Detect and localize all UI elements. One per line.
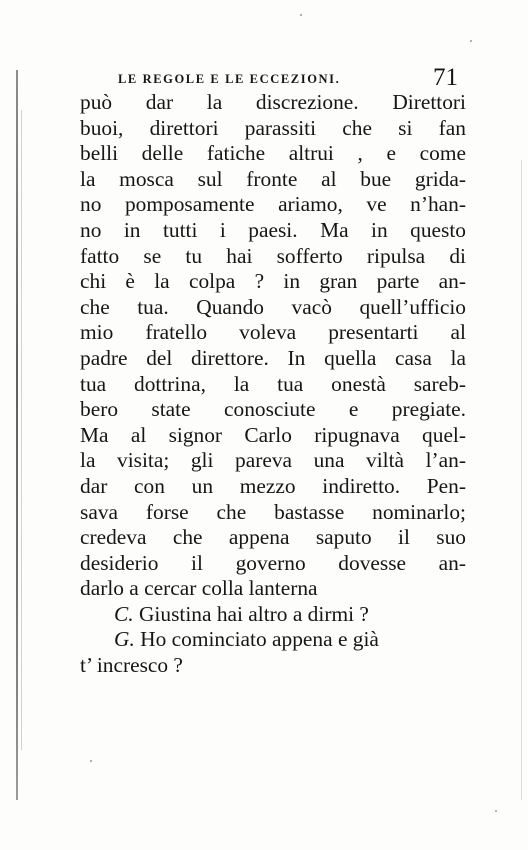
speaker-label: G. (114, 627, 135, 652)
paper-speck (470, 40, 472, 42)
text-line: fatto se tu hai sofferto ripulsa di (80, 243, 466, 268)
text-line: Ma al signor Carlo ripugnava quel- (80, 422, 466, 447)
paper-speck (90, 760, 92, 762)
running-head: LE REGOLE E LE ECCEZIONI. (118, 72, 341, 86)
binding-shadow-inner (21, 110, 22, 750)
page-header (112, 64, 462, 92)
text-line: desiderio il governo dovesse an- (80, 550, 466, 575)
text-line: dar con un mezzo indiretto. Pen- (80, 473, 466, 498)
text-line: padre del direttore. In quella casa la (80, 345, 466, 370)
text-line: buoi, direttori parassiti che si fan (80, 115, 466, 140)
page-number: 71 (433, 64, 458, 91)
text-line: no in tutti i paesi. Ma in questo (80, 217, 466, 242)
speaker-label: C. (114, 601, 134, 626)
dialogue-text: Ho cominciato appena e già (140, 627, 379, 652)
text-line: mio fratello voleva presentarti al (80, 320, 466, 345)
text-line: darlo a cercar colla lanterna (80, 576, 318, 601)
text-line: la mosca sul fronte al bue grida- (80, 166, 466, 191)
text-line: belli delle fatiche altrui , e come (80, 141, 466, 166)
text-line: bero state conosciute e pregiate. (80, 397, 466, 422)
text-line: che tua. Quando vacò quell’ufficio (80, 294, 466, 319)
paper-speck (300, 14, 302, 16)
binding-shadow (16, 70, 18, 800)
text-line: credeva che appena saputo il suo (80, 525, 466, 550)
dialogue-text: Giustina hai altro a dirmi ? (138, 601, 369, 626)
text-line: no pomposamente ariamo, ve n’han- (80, 192, 466, 217)
dialogue-line (80, 627, 466, 653)
text-line: può dar la discrezione. Direttori (80, 90, 466, 114)
text-line: tua dottrina, la tua onestà sareb- (80, 371, 466, 396)
page-edge (521, 160, 522, 800)
dialogue-line (80, 602, 466, 628)
text-line: t’ incresco ? (80, 653, 183, 678)
paper-speck (495, 810, 497, 812)
body-text (80, 90, 466, 679)
text-line: la visita; gli pareva una viltà l’an- (80, 448, 466, 473)
text-line: chi è la colpa ? in gran parte an- (80, 269, 466, 294)
text-line: sava forse che bastasse nominarlo; (80, 499, 466, 524)
